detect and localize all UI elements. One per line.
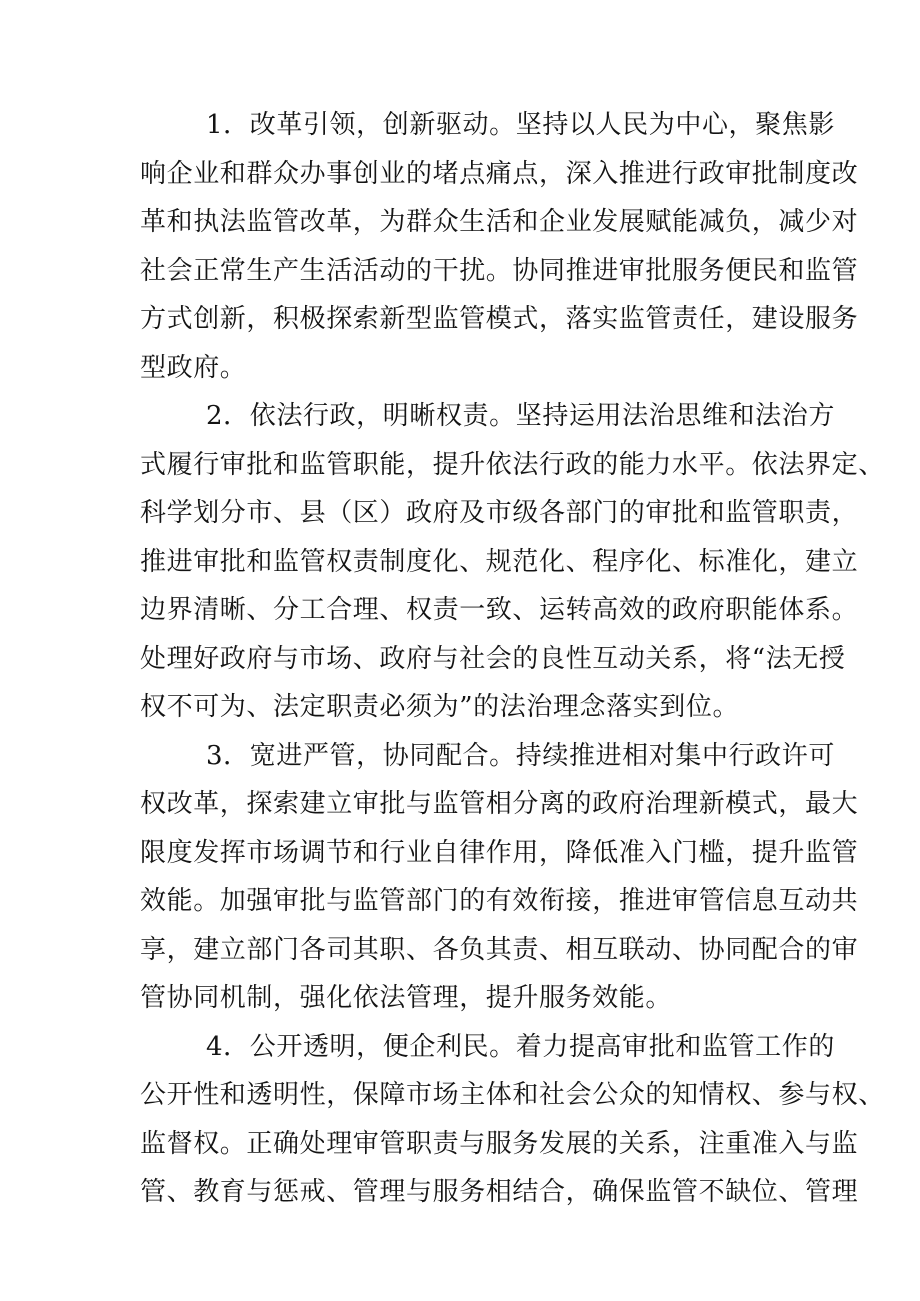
paragraph-line: 享，建立部门各司其职、各负其责、相互联动、协同配合的审	[140, 934, 859, 965]
paragraph-line: 方式创新，积极探索新型监管模式，落实监管责任，建设服务	[140, 304, 859, 334]
paragraph-1	[140, 101, 859, 392]
paragraph-line: 权改革，探索建立审批与监管相分离的政府治理新模式，最大	[140, 789, 859, 819]
paragraph-4	[140, 1023, 885, 1217]
paragraph-line: 式履行审批和监管职能，提升依法行政的能力水平。依法界定、	[140, 449, 885, 480]
paragraph-line: 革和执法监管改革，为群众生活和企业发展赋能减负，减少对	[140, 207, 859, 237]
paragraph-3	[140, 732, 859, 1023]
paragraph-line: 科学划分市、县（区）政府及市级各部门的审批和监管职责，	[140, 498, 859, 528]
paragraph-line: 边界清晰、分工合理、权责一致、运转高效的政府职能体系。	[140, 595, 859, 625]
paragraph-line: 推进审批和监管权责制度化、规范化、程序化、标准化，建立	[140, 546, 859, 577]
paragraph-line: 1．改革引领，创新驱动。坚持以人民为中心，聚焦影	[206, 110, 835, 140]
paragraph-line: 管、教育与惩戒、管理与服务相结合，确保监管不缺位、管理	[140, 1177, 859, 1207]
paragraph-line: 3．宽进严管，协同配合。持续推进相对集中行政许可	[206, 740, 835, 771]
paragraph-line: 2．依法行政，明晰权责。坚持运用法治思维和法治方	[206, 401, 835, 431]
paragraph-line: 效能。加强审批与监管部门的有效衔接，推进审管信息互动共	[140, 886, 859, 916]
paragraph-line: 社会正常生产生活活动的干扰。协同推进审批服务便民和监管	[140, 255, 859, 286]
paragraph-line: 型政府。	[140, 352, 247, 383]
paragraph-line: 限度发挥市场调节和行业自律作用，降低准入门槛，提升监管	[140, 837, 859, 868]
paragraph-2	[140, 392, 885, 732]
paragraph-line: 4．公开透明，便企利民。着力提高审批和监管工作的	[206, 1031, 835, 1062]
paragraph-line: 公开性和透明性，保障市场主体和社会公众的知情权、参与权、	[140, 1080, 885, 1110]
paragraph-line: 监督权。正确处理审管职责与服务发展的关系，注重准入与监	[140, 1128, 859, 1159]
document-body	[140, 101, 885, 1217]
paragraph-line: 响企业和群众办事创业的堵点痛点，深入推进行政审批制度改	[140, 158, 859, 189]
paragraph-line: 处理好政府与市场、政府与社会的良性互动关系，将“法无授	[140, 643, 846, 674]
paragraph-line: 权不可为、法定职责必须为”的法治理念落实到位。	[140, 692, 740, 722]
paragraph-line: 管协同机制，强化依法管理，提升服务效能。	[140, 983, 673, 1013]
